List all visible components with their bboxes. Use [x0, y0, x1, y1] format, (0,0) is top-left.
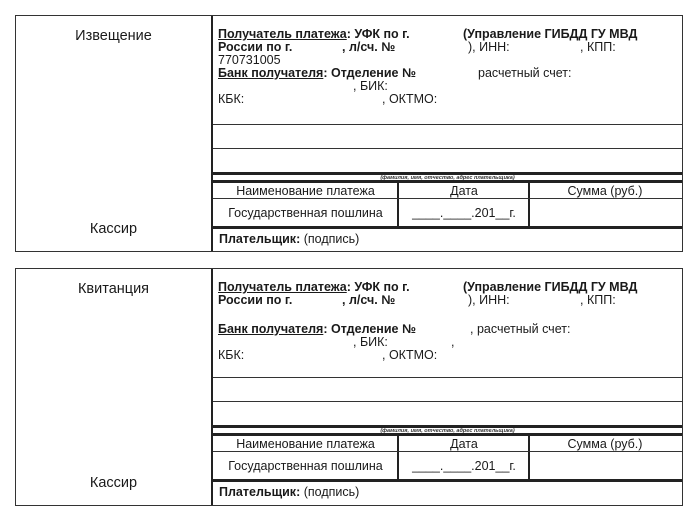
- oktmo-label: , ОКТМО:: [382, 348, 438, 362]
- column-divider: [528, 182, 530, 227]
- dept-label: (Управление ГИБДД ГУ МВД: [463, 27, 638, 41]
- cashier-label: Кассир: [89, 221, 138, 237]
- payer-label: Плательщик:: [219, 232, 301, 246]
- payer-caption: (фамилия, имя, отчество, адрес плательщика): [380, 428, 515, 434]
- oktmo-label: , ОКТМО:: [382, 92, 438, 106]
- settlement-account-label: расчетный счет:: [478, 66, 572, 80]
- payment-name-cell: Государственная пошлина: [228, 206, 383, 220]
- russia-city-label: России по г.: [218, 40, 293, 54]
- date-field[interactable]: ____.____.201__г.: [412, 206, 516, 220]
- payer-line-2[interactable]: [213, 148, 682, 149]
- recipient-info: [218, 28, 678, 106]
- table-header-divider: [213, 451, 682, 452]
- column-divider: [397, 435, 399, 480]
- header-amount: Сумма (руб.): [567, 437, 643, 451]
- colon: :: [323, 66, 328, 80]
- account-label: , л/сч. №: [342, 293, 396, 307]
- receipt-block: [15, 268, 683, 506]
- recipient-info: [218, 281, 678, 362]
- receipt-title: Квитанция: [77, 281, 150, 297]
- kpp-value: 770731005: [218, 53, 281, 67]
- amount-field[interactable]: [530, 200, 680, 226]
- dept-label: (Управление ГИБДД ГУ МВД: [463, 280, 638, 294]
- notice-left-column: [16, 16, 213, 251]
- colon: :: [323, 322, 328, 336]
- header-amount: Сумма (руб.): [567, 184, 643, 198]
- settlement-account-label: , расчетный счет:: [470, 322, 571, 336]
- column-divider: [528, 435, 530, 480]
- account-label: , л/сч. №: [342, 40, 396, 54]
- signature-hint: (подпись): [303, 232, 360, 246]
- payer-caption: (фамилия, имя, отчество, адрес плательщика): [380, 175, 515, 181]
- branch-label: Отделение №: [331, 322, 416, 336]
- payer-signature[interactable]: [219, 232, 359, 246]
- notice-block: [15, 15, 683, 252]
- kpp-label: , КПП:: [580, 40, 616, 54]
- date-field[interactable]: ____.____.201__г.: [412, 459, 516, 473]
- payer-signature[interactable]: [219, 485, 359, 499]
- header-date: Дата: [450, 437, 478, 451]
- payment-table: [213, 182, 682, 227]
- header-payment-name: Наименование платежа: [236, 184, 375, 198]
- kbk-label: КБК:: [218, 92, 245, 106]
- recipient-label: Получатель платежа: [218, 280, 347, 294]
- colon: :: [346, 27, 351, 41]
- header-date: Дата: [450, 184, 478, 198]
- amount-field[interactable]: [530, 453, 680, 479]
- kpp-label: , КПП:: [580, 293, 616, 307]
- header-payment-name: Наименование платежа: [236, 437, 375, 451]
- comma: ,: [451, 335, 455, 349]
- ufk-label: УФК по г.: [354, 280, 410, 294]
- receipt-left-column: [16, 269, 213, 505]
- recipient-label: Получатель платежа: [218, 27, 347, 41]
- payment-name-cell: Государственная пошлина: [228, 459, 383, 473]
- payer-line-2[interactable]: [213, 401, 682, 402]
- divider: [213, 479, 682, 482]
- colon: :: [346, 280, 351, 294]
- payer-line-1[interactable]: [213, 377, 682, 378]
- payer-line-1[interactable]: [213, 124, 682, 125]
- notice-details: [213, 16, 682, 251]
- payment-table: [213, 435, 682, 480]
- column-divider: [397, 182, 399, 227]
- divider: [213, 226, 682, 229]
- inn-label: ), ИНН:: [468, 40, 510, 54]
- bank-label: Банк получателя: [218, 322, 324, 336]
- bik-label: , БИК:: [353, 79, 388, 93]
- receipt-details: [213, 269, 682, 505]
- payer-label: Плательщик:: [219, 485, 301, 499]
- branch-label: Отделение №: [331, 66, 416, 80]
- bik-label: , БИК:: [353, 335, 388, 349]
- table-header-divider: [213, 198, 682, 199]
- cashier-label: Кассир: [89, 475, 138, 491]
- inn-label: ), ИНН:: [468, 293, 510, 307]
- russia-city-label: России по г.: [218, 293, 293, 307]
- kbk-label: КБК:: [218, 348, 245, 362]
- ufk-label: УФК по г.: [354, 27, 410, 41]
- notice-title: Извещение: [75, 28, 152, 44]
- signature-hint: (подпись): [303, 485, 360, 499]
- bank-label: Банк получателя: [218, 66, 324, 80]
